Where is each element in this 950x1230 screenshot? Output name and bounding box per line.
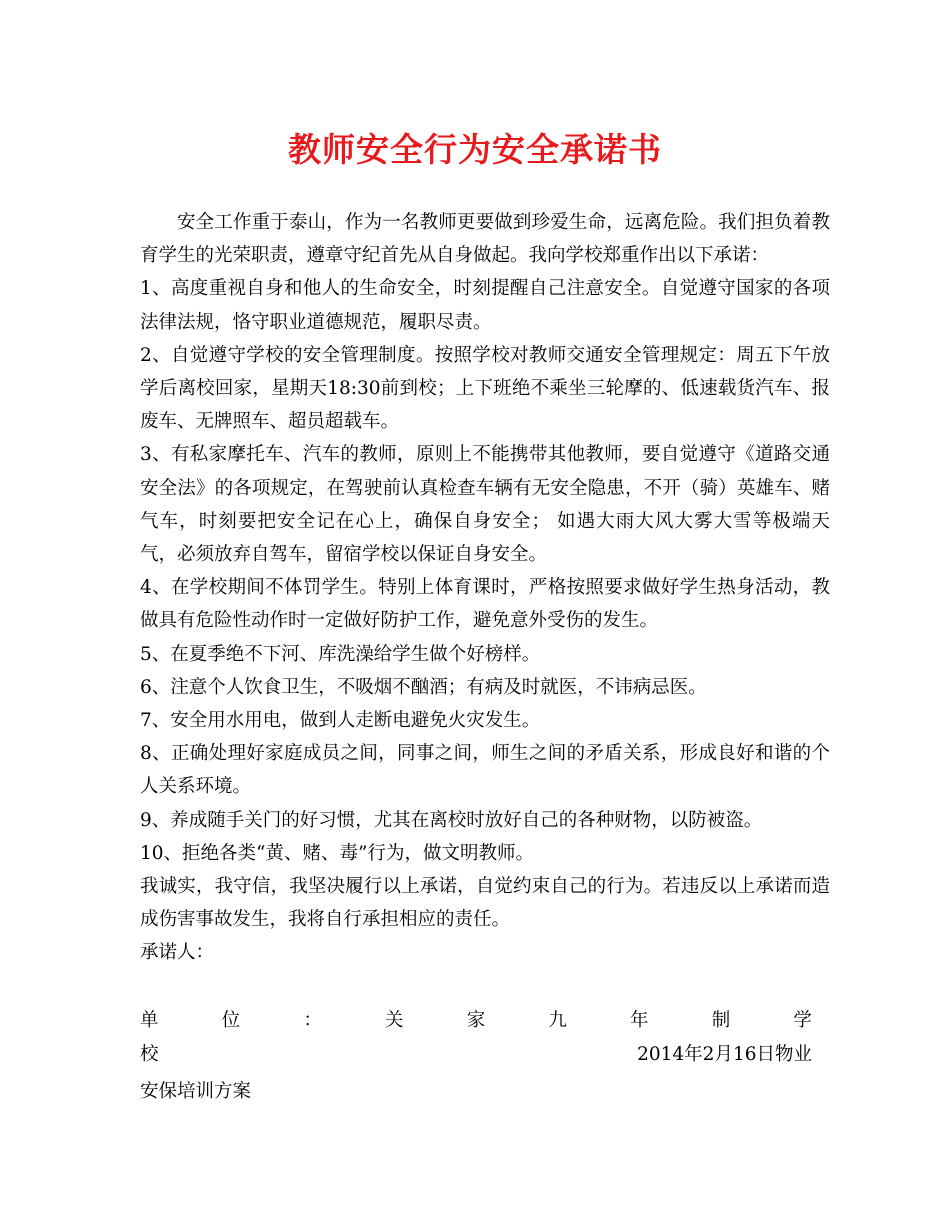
document-body <box>140 206 830 970</box>
signing-date: 2014年2月16日物业 <box>637 1044 812 1065</box>
pledge-item-2: 2、自觉遵守学校的安全管理制度。按照学校对教师交通安全管理规定：周五下午放学后离校回家，星期天18:30前到校；上下班绝不乘坐三轮摩的、低速载货汽车、报废车、无牌照车、超员超载车。 <box>140 344 830 433</box>
unit-tail: 校 <box>140 1044 159 1065</box>
unit-char: 关 <box>385 1010 404 1031</box>
pledge-item-8: 8、正确处理好家庭成员之间，同事之间，师生之间的矛盾关系，形成良好和谐的个人关系环境。 <box>140 743 830 798</box>
pledge-item-7: 7、安全用水用电，做到人走断电避免火灾发生。 <box>140 710 541 732</box>
unit-date-line <box>140 1038 812 1071</box>
pledge-item-10: 10、拒绝各类“黄、赌、毒”行为，做文明教师。 <box>140 842 534 864</box>
signer-label: 承诺人： <box>140 942 215 964</box>
pledge-item-6: 6、注意个人饮食卫生，不吸烟不酗酒；有病及时就医，不讳病忌医。 <box>140 676 707 698</box>
unit-char: 九 <box>548 1010 567 1031</box>
unit-char: 年 <box>630 1010 649 1031</box>
unit-char: 家 <box>466 1010 486 1031</box>
intro-paragraph: 安全工作重于泰山，作为一名教师更要做到珍爱生命，远离危险。我们担负着教育学生的光荣职责，遵章守纪首先从自身做起。我向学校郑重作出以下承诺： <box>140 212 830 267</box>
unit-line <box>140 1004 812 1037</box>
pledge-item-3: 3、有私家摩托车、汽车的教师，原则上不能携带其他教师，要自觉遵守《道路交通安全法》的各项规定，在驾驶前认真检查车辆有无安全隐患，不开（骑）英雄车、赌气车，时刻要把安全记在心上，确保自身安全； 如遇大雨大风大雾大雪等极端天气，必须放弃自驾车，留宿学校以保证自身安全。 <box>140 444 830 566</box>
unit-char: 位 <box>221 1010 241 1031</box>
pledge-item-1: 1、高度重视自身和他人的生命安全，时刻提醒自己注意安全。自觉遵守国家的各项法律法规，恪守职业道德规范，履职尽责。 <box>140 278 830 333</box>
pledge-item-4: 4、在学校期间不体罚学生。特别上体育课时，严格按照要求做好学生热身活动，教做具有危险性动作时一定做好防护工作，避免意外受伤的发生。 <box>140 577 830 632</box>
pledge-item-9: 9、养成随手关门的好习惯，尤其在离校时放好自己的各种财物，以防被盗。 <box>140 809 763 831</box>
pledge-item-5: 5、在夏季绝不下河、库洗澡给学生做个好榜样。 <box>140 643 541 665</box>
unit-char: ： <box>303 1010 322 1031</box>
document-title: 教师安全行为安全承诺书 <box>288 130 662 169</box>
closing-statement: 我诚实，我守信，我坚决履行以上承诺，自觉约束自己的行为。若违反以上承诺而造成伤害事故发生，我将自行承担相应的责任。 <box>140 876 830 931</box>
unit-char: 单 <box>140 1010 159 1031</box>
unit-char: 学 <box>793 1010 812 1031</box>
footer-text: 安保培训方案 <box>140 1081 252 1102</box>
unit-char: 制 <box>711 1010 731 1031</box>
